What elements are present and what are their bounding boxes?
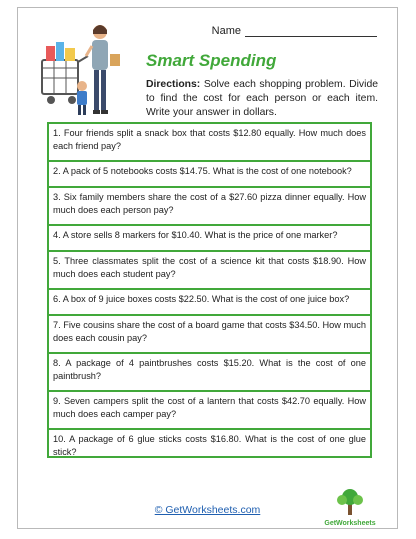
question-9: 9. Seven campers split the cost of a lantern that costs $42.70 equally. How much does each camper pay?	[49, 392, 370, 430]
question-6: 6. A box of 9 juice boxes costs $22.50. What is the cost of one juice box?	[49, 290, 370, 316]
name-line[interactable]	[245, 26, 377, 37]
directions	[146, 78, 378, 120]
worksheet-page	[17, 7, 398, 529]
footer-link[interactable]: © GetWorksheets.com	[154, 504, 261, 516]
page-title: Smart Spending	[146, 51, 277, 70]
logo-text: GetWorksheets	[324, 520, 376, 527]
tree-logo-icon	[315, 487, 385, 517]
name-field[interactable]	[212, 25, 377, 37]
shopping-illustration	[38, 20, 143, 125]
question-1: 1. Four friends split a snack box that costs $12.80 equally. How much does each friend pay?	[49, 124, 370, 162]
question-2: 2. A pack of 5 notebooks costs $14.75. What is the cost of one notebook?	[49, 162, 370, 188]
question-3: 3. Six family members share the cost of a $27.60 pizza dinner equally. How much does each person pay?	[49, 188, 370, 226]
question-8: 8. A package of 4 paintbrushes costs $15.20. What is the cost of one paintbrush?	[49, 354, 370, 392]
worksheet-header	[18, 8, 397, 126]
question-4: 4. A store sells 8 markers for $10.40. What is the price of one marker?	[49, 226, 370, 252]
name-label: Name	[211, 25, 241, 37]
question-7: 7. Five cousins share the cost of a board game that costs $34.50. How much does each cousin pay?	[49, 316, 370, 354]
site-logo	[315, 487, 385, 527]
question-5: 5. Three classmates split the cost of a science kit that costs $18.90. How much does each student pay?	[49, 252, 370, 290]
directions-label: Directions:	[146, 79, 201, 90]
directions-text: Solve each shopping problem. Divide to find the cost for each person or each item. Write your answer in dollars.	[146, 79, 378, 118]
question-list	[47, 122, 372, 458]
question-10: 10. A package of 6 glue sticks costs $16.80. What is the cost of one glue stick?	[53, 434, 366, 457]
